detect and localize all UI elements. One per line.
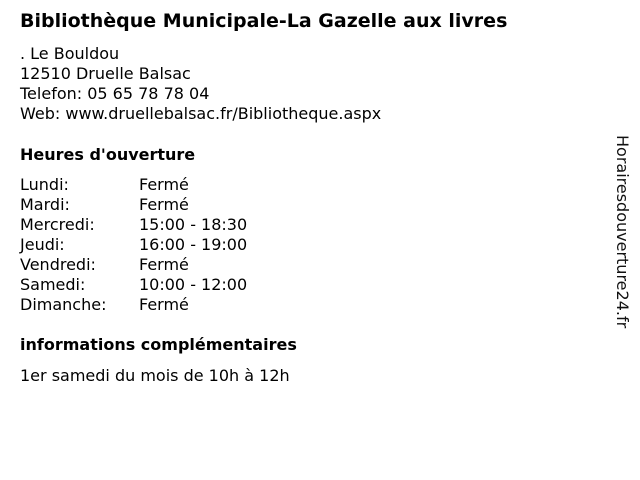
address-block (20, 44, 381, 124)
day-hours: 15:00 - 18:30 (139, 215, 248, 234)
website-link[interactable]: Web: www.druellebalsac.fr/Bibliotheque.aspx (20, 104, 382, 123)
hours-row (20, 215, 247, 235)
day-label: Mercredi: (20, 215, 95, 234)
day-hours: Fermé (139, 295, 189, 314)
day-label: Lundi: (20, 175, 69, 194)
hours-row (20, 255, 247, 275)
hours-row (20, 195, 247, 215)
hours-row (20, 295, 247, 315)
hours-row (20, 235, 247, 255)
hours-table (20, 175, 247, 315)
day-label: Vendredi: (20, 255, 96, 274)
day-hours: 16:00 - 19:00 (139, 235, 248, 254)
info-heading: informations complémentaires (20, 335, 297, 354)
library-title: Bibliothèque Municipale-La Gazelle aux livres (20, 10, 508, 32)
city-address: 12510 Druelle Balsac (20, 64, 191, 83)
day-hours: Fermé (139, 255, 189, 274)
day-hours: 10:00 - 12:00 (139, 275, 248, 294)
day-label: Jeudi: (20, 235, 65, 254)
day-label: Mardi: (20, 195, 70, 214)
hours-row (20, 275, 247, 295)
day-label: Dimanche: (20, 295, 107, 314)
site-watermark: Horairesdouverture24.fr (613, 135, 632, 329)
hours-row (20, 175, 247, 195)
day-hours: Fermé (139, 195, 189, 214)
phone-number: Telefon: 05 65 78 78 04 (20, 84, 210, 103)
info-text: 1er samedi du mois de 10h à 12h (20, 366, 290, 385)
day-label: Samedi: (20, 275, 86, 294)
street-address: . Le Bouldou (20, 44, 120, 63)
hours-heading: Heures d'ouverture (20, 145, 196, 164)
day-hours: Fermé (139, 175, 189, 194)
